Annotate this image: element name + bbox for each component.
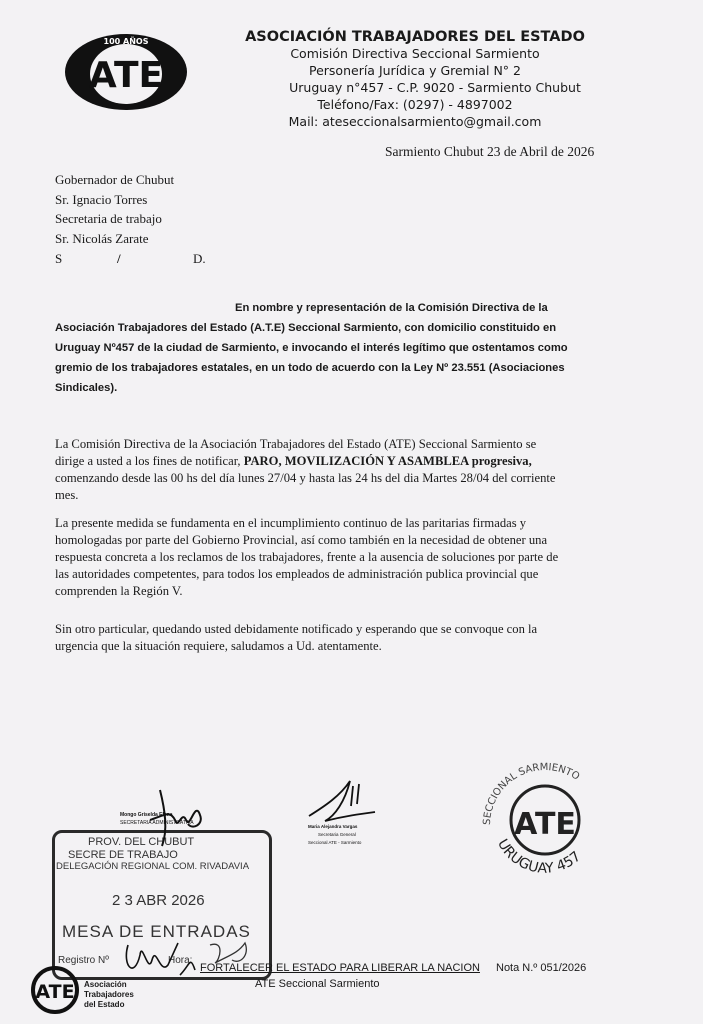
stamp-line: DELEGACIÓN REGIONAL COM. RIVADAVIA [56, 861, 250, 872]
footer-logo-text: ATE [35, 981, 75, 1003]
paragraph1-line: Sindicales). [55, 382, 118, 394]
paragraph3-line: comprenden la Región V. [55, 584, 183, 598]
seal-bottom: URUGUAY 457 [494, 836, 585, 877]
letterhead-line: Teléfono/Fax: (0297) - 4897002 [317, 97, 513, 112]
seal-top: SECCIONAL SARMIENTO [481, 761, 582, 826]
letterhead-line: Mail: ateseccionalsarmiento@gmail.com [288, 114, 542, 129]
paragraph1-line: gremio de los trabajadores estatales, en un todo de acuerdo con la Ley Nº 23.551 (Asociaciones [55, 362, 565, 374]
paragraph2-line: comenzando desde las 00 hs del día lunes 27/04 y hasta las 24 hs del dia Martes 28/04 del corriente [55, 471, 556, 485]
stamp-line: SECRE DE TRABAJO [68, 849, 178, 861]
paragraph1-line: Asociación Trabajadores del Estado (A.T.E) Seccional Sarmiento, con domicilio constituido en [55, 322, 557, 334]
recipient-line: Gobernador de Chubut [55, 172, 175, 187]
stamp-hora: Hora: [168, 955, 193, 966]
paragraph1-line: En nombre y representación de la Comisión Directiva de la [235, 302, 548, 314]
letterhead-line: Personería Jurídica y Gremial N° 2 [309, 63, 521, 78]
signature-2 [305, 776, 385, 822]
recipient-line: Secretaria de trabajo [55, 211, 162, 226]
text: dirige a usted a los fines de notificar, [55, 454, 244, 468]
paragraph3-line: La presente medida se fundamenta en el incumplimiento continuo de las paritarias firmadas y [55, 516, 527, 530]
ate-logo [63, 32, 189, 112]
recipient-line: Sr. Ignacio Torres [55, 192, 148, 207]
footer-logo-caption: del Estado [84, 1000, 125, 1009]
signer-name: Mongo Griselda Elena [120, 812, 173, 818]
date-line: Sarmiento Chubut 23 de Abril de 2026 [385, 144, 595, 159]
footer-ate-logo [30, 965, 80, 1015]
paragraph2-line: La Comisión Directiva de la Asociación Trabajadores del Estado (ATE) Seccional Sarmiento se [55, 437, 537, 451]
recipient-slash: / [117, 251, 121, 266]
recipient-s: S [55, 251, 63, 266]
signature-registro [120, 935, 260, 985]
recipient-line: Sr. Nicolás Zarate [55, 231, 149, 246]
footer-logo-caption: Asociación [84, 980, 127, 989]
footer-logo-caption: Trabajadores [84, 990, 134, 999]
paragraph4-line: Sin otro particular, quedando usted debidamente notificado y esperando que se convoque con la [55, 622, 538, 636]
letterhead-line: Comisión Directiva Seccional Sarmiento [290, 46, 540, 61]
signature2-role: Secretaria General [318, 832, 356, 837]
footer-org: ATE Seccional Sarmiento [255, 978, 380, 990]
footer-note-number: Nota N.º 051/2026 [496, 962, 587, 974]
stamp-line: PROV. DEL CHUBUT [88, 836, 195, 848]
stamp-date: 2 3 ABR 2026 [112, 892, 205, 909]
org-name: ASOCIACIÓN TRABAJADORES DEL ESTADO [245, 29, 585, 45]
letterhead-line: Uruguay n°457 - C.P. 9020 - Sarmiento Chubut [289, 80, 581, 95]
recipient-d: D. [193, 251, 206, 266]
stamp-registro: Registro Nº [58, 955, 109, 966]
signature-1 [140, 780, 220, 850]
logo-badge: 100 AÑOS [103, 37, 149, 46]
signature2-name: Maria Alejandra Vargas [308, 824, 358, 829]
paragraph2-line [55, 454, 532, 468]
seal-center: ATE [514, 807, 576, 842]
strike-announcement: PARO, MOVILIZACIÓN Y ASAMBLEA progresiva, [243, 454, 532, 468]
signer-role: SECRETARIA ADMINISTRATIVA [120, 820, 194, 826]
ate-seal [470, 750, 620, 890]
paragraph1-line: Uruguay Nº457 de la ciudad de Sarmiento, e invocando el interés legítimo que ostentamos como [55, 342, 568, 354]
logo-letters: ATE [88, 55, 164, 96]
footer-slogan: FORTALECER EL ESTADO PARA LIBERAR LA NACION [200, 962, 480, 974]
paragraph3-line: las autoridades competentes, para todos los empleados de administración publica provincial que [55, 567, 539, 581]
paragraph4-line: urgencia que la situación requiere, saludamos a Ud. atentamente. [55, 639, 382, 653]
signature2-org: Seccional ATE - Sarmiento [308, 840, 362, 845]
paragraph3-line: homologadas por parte del Gobierno Provincial, así como también en la necesidad de obtener una [55, 533, 548, 547]
stamp-line: MESA DE ENTRADAS [62, 922, 251, 941]
paragraph2-line: mes. [55, 488, 79, 502]
paragraph3-line: respuesta concreta a los reclamos de los trabajadores, frente a la ausencia de soluciones por parte de [55, 550, 559, 564]
